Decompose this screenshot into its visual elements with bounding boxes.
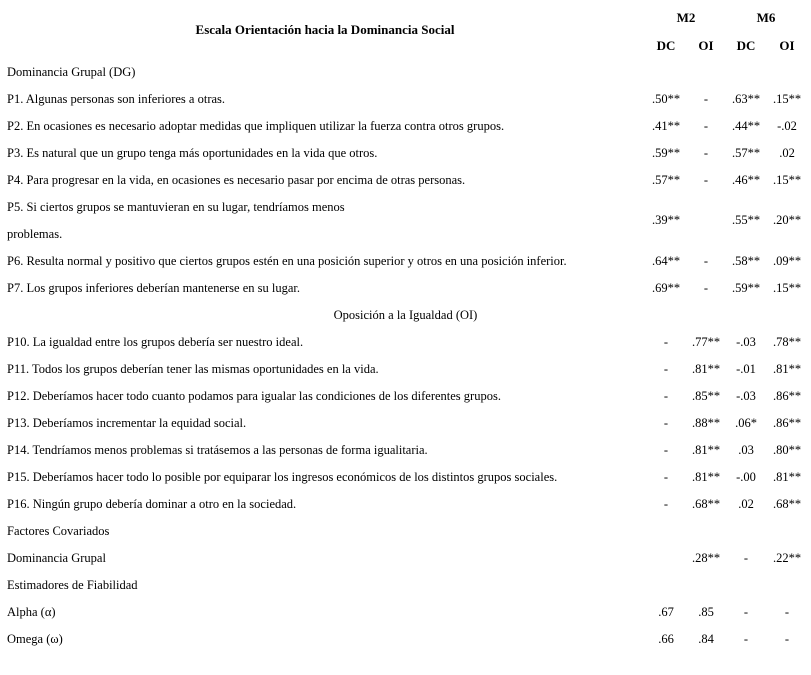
- value-cell: .81**: [691, 443, 721, 457]
- value-cell: -.03: [736, 389, 756, 403]
- value-cell: .44**: [731, 119, 761, 133]
- row-label: P3. Es natural que un grupo tenga más oportunidades en la vida que otros.: [7, 146, 378, 160]
- row-label: Alpha (α): [7, 605, 56, 619]
- value-cell: -: [703, 254, 709, 268]
- value-cell: .02: [779, 146, 795, 160]
- value-cell: .84: [698, 632, 714, 646]
- row-label: P7. Los grupos inferiores deberían mantenerse en su lugar.: [7, 281, 300, 295]
- row-label: P12. Deberíamos hacer todo cuanto podamos para igualar las condiciones de los diferentes grupos.: [7, 389, 501, 403]
- value-cell: -: [743, 632, 749, 646]
- row-label: Factores Covariados: [7, 524, 110, 538]
- value-cell: -: [703, 119, 709, 133]
- value-cell: .20**: [772, 213, 802, 227]
- value-cell: .81**: [691, 470, 721, 484]
- value-cell: .59**: [731, 281, 761, 295]
- value-cell: .28**: [691, 551, 721, 565]
- value-cell: .81**: [691, 362, 721, 376]
- value-cell: -: [663, 362, 669, 376]
- value-cell: .86**: [772, 416, 802, 430]
- row-label: Dominancia Grupal: [7, 551, 106, 565]
- row-label: Dominancia Grupal (DG): [7, 65, 136, 79]
- value-cell: .58**: [731, 254, 761, 268]
- value-cell: .55**: [731, 213, 761, 227]
- value-cell: -: [703, 173, 709, 187]
- table-title: Escala Orientación hacia la Dominancia Social: [195, 22, 455, 37]
- value-cell: -.02: [777, 119, 797, 133]
- value-cell: .78**: [772, 335, 802, 349]
- value-cell: .46**: [731, 173, 761, 187]
- column-header-m6-dc: DC: [736, 38, 756, 53]
- value-cell: .06*: [735, 416, 757, 430]
- value-cell: -.00: [736, 470, 756, 484]
- row-label: P14. Tendríamos menos problemas si tratásemos a las personas de forma igualitaria.: [7, 443, 428, 457]
- value-cell: .22**: [772, 551, 802, 565]
- row-label: P4. Para progresar en la vida, en ocasiones es necesario pasar por encima de otras personas.: [7, 173, 466, 187]
- value-cell: -: [663, 416, 669, 430]
- value-cell: .81**: [772, 362, 802, 376]
- row-label: P15. Deberíamos hacer todo lo posible por equiparar los ingresos económicos de los distintos grupos sociales.: [7, 470, 558, 484]
- value-cell: -: [743, 605, 749, 619]
- value-cell: .81**: [772, 470, 802, 484]
- value-cell: .41**: [651, 119, 681, 133]
- row-label: Omega (ω): [7, 632, 63, 646]
- value-cell: .68**: [772, 497, 802, 511]
- row-label: P1. Algunas personas son inferiores a otras.: [7, 92, 226, 106]
- value-cell: .63**: [731, 92, 761, 106]
- value-cell: .68**: [691, 497, 721, 511]
- value-cell: .69**: [651, 281, 681, 295]
- model-header-m2: M2: [676, 10, 696, 25]
- value-cell: .09**: [772, 254, 802, 268]
- value-cell: .88**: [691, 416, 721, 430]
- model-header-m6: M6: [756, 10, 776, 25]
- row-label: Estimadores de Fiabilidad: [7, 578, 138, 592]
- value-cell: .15**: [772, 92, 802, 106]
- value-cell: .86**: [772, 389, 802, 403]
- value-cell: -: [663, 470, 669, 484]
- value-cell: .67: [658, 605, 674, 619]
- value-cell: .15**: [772, 173, 802, 187]
- value-cell: -: [703, 92, 709, 106]
- value-cell: -: [663, 443, 669, 457]
- value-cell: -: [663, 389, 669, 403]
- row-label: P10. La igualdad entre los grupos debería ser nuestro ideal.: [7, 335, 304, 349]
- row-label: P13. Deberíamos incrementar la equidad social.: [7, 416, 247, 430]
- value-cell: .59**: [651, 146, 681, 160]
- row-label: P11. Todos los grupos deberían tener las mismas oportunidades en la vida.: [7, 362, 379, 376]
- value-cell: .66: [658, 632, 674, 646]
- value-cell: -: [784, 632, 790, 646]
- value-cell: -: [703, 281, 709, 295]
- row-label: P6. Resulta normal y positivo que ciertos grupos estén en una posición superior y otros en una posición inferior.: [7, 254, 567, 268]
- value-cell: .03: [738, 443, 754, 457]
- value-cell: .15**: [772, 281, 802, 295]
- value-cell: -.03: [736, 335, 756, 349]
- value-cell: -: [703, 146, 709, 160]
- value-cell: .64**: [651, 254, 681, 268]
- value-cell: .57**: [731, 146, 761, 160]
- value-cell: .77**: [691, 335, 721, 349]
- value-cell: -.01: [736, 362, 756, 376]
- value-cell: .57**: [651, 173, 681, 187]
- value-cell: .80**: [772, 443, 802, 457]
- value-cell: .85: [698, 605, 714, 619]
- value-cell: .02: [738, 497, 754, 511]
- row-label: P2. En ocasiones es necesario adoptar medidas que impliquen utilizar la fuerza contra otros grupos.: [7, 119, 505, 133]
- value-cell: -: [663, 335, 669, 349]
- column-header-m2-oi: OI: [698, 38, 714, 53]
- value-cell: -: [743, 551, 749, 565]
- value-cell: .50**: [651, 92, 681, 106]
- value-cell: -: [784, 605, 790, 619]
- row-label: Oposición a la Igualdad (OI): [333, 308, 478, 322]
- row-label: P5. Si ciertos grupos se mantuvieran en su lugar, tendríamos menos: [7, 200, 345, 214]
- value-cell: -: [663, 497, 669, 511]
- value-cell: .39**: [651, 213, 681, 227]
- column-header-m2-dc: DC: [656, 38, 676, 53]
- value-cell: .85**: [691, 389, 721, 403]
- column-header-m6-oi: OI: [779, 38, 795, 53]
- row-label-continuation: problemas.: [7, 227, 63, 241]
- row-label: P16. Ningún grupo debería dominar a otro en la sociedad.: [7, 497, 297, 511]
